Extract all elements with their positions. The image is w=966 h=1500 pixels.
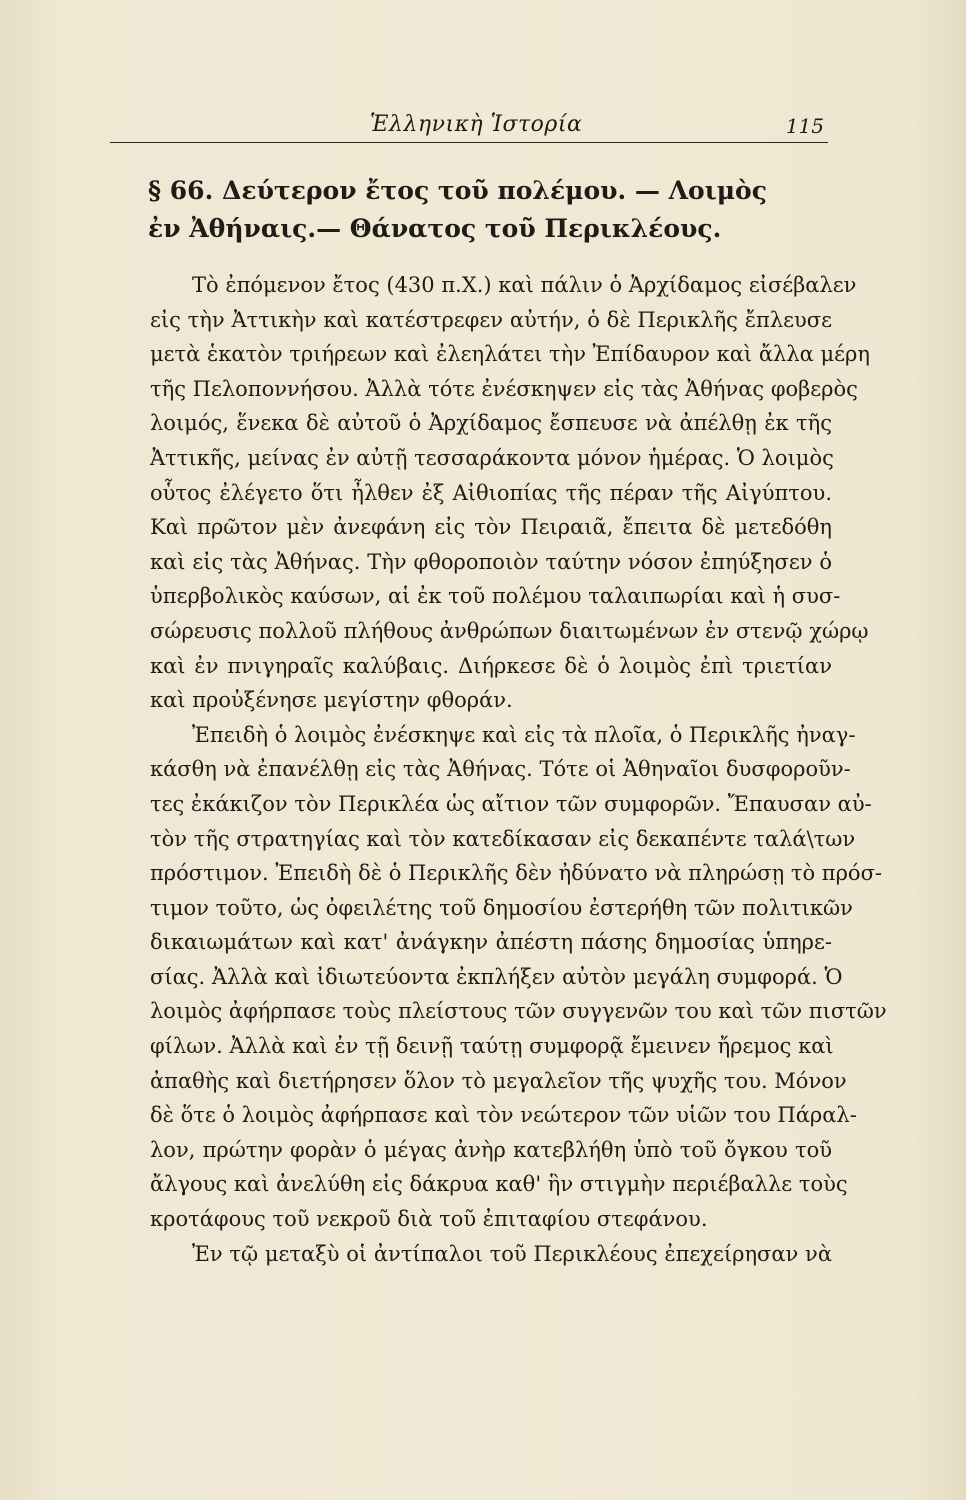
text-line: ὑπερβολικὸς καύσων, αἱ ἐκ τοῦ πολέμου ταλαιπωρίαι καὶ ἡ συσ- — [150, 584, 841, 609]
text-line: δικαιωμάτων καὶ κατ' ἀνάγκην ἀπέστη πάσης δημοσίας ὑπηρε- — [150, 930, 832, 955]
page-number: 115 — [785, 114, 824, 138]
text-line: τες ἐκάκιζον τὸν Περικλέα ὡς αἴτιον τῶν συμφορῶν. Ἔπαυσαν αὐ- — [150, 791, 872, 816]
section-heading — [148, 172, 838, 248]
paragraph — [110, 718, 887, 1237]
text-line: τιμον τοῦτο, ὡς ὀφειλέτης τοῦ δημοσίου ἐστερήθη τῶν πολιτικῶν — [150, 895, 853, 920]
text-line: λοιμός, ἕνεκα δὲ αὐτοῦ ὁ Ἀρχίδαμος ἔσπευσε νὰ ἀπέλθῃ ἐκ τῆς — [150, 411, 832, 436]
text-line: τῆς Πελοποννήσου. Ἀλλὰ τότε ἐνέσκηψεν εἰς τὰς Ἀθήνας φοβερὸς — [150, 376, 858, 401]
text-line: λον, πρώτην φορὰν ὁ μέγας ἀνὴρ κατεβλήθη ὑπὸ τοῦ ὄγκου τοῦ — [150, 1137, 832, 1162]
text-line: φίλων. Ἀλλὰ καὶ ἐν τῇ δεινῇ ταύτῃ συμφορᾷ ἔμεινεν ἤρεμος καὶ — [150, 1034, 834, 1059]
section-heading-line: § 66. Δεύτερον ἔτος τοῦ πολέμου. — Λοιμὸς — [148, 176, 767, 205]
text-line: τὸν τῆς στρατηγίας καὶ τὸν κατεδίκασαν εἰς δεκαπέντε ταλά\των — [150, 826, 856, 851]
text-line: σίας. Ἀλλὰ καὶ ἰδιωτεύοντα ἐκπλήξεν αὐτὸν μεγάλη συμφορά. Ὁ — [150, 964, 843, 989]
section-heading-line: ἐν Ἀθήναις.— Θάνατος τοῦ Περικλέους. — [148, 214, 722, 243]
text-line: καὶ ἐν πνιγηραῖς καλύβαις. Διήρκεσε δὲ ὁ λοιμὸς ἐπὶ τριετίαν — [150, 653, 832, 678]
page-header — [110, 112, 828, 143]
text-line: Καὶ πρῶτον μὲν ἀνεφάνη εἰς τὸν Πειραιᾶ, ἔπειτα δὲ μετεδόθη — [150, 515, 832, 540]
text-line: καὶ προὐξένησε μεγίστην φθοράν. — [150, 688, 513, 713]
text-line: πρόστιμον. Ἐπειδὴ δὲ ὁ Περικλῆς δὲν ἠδύνατο νὰ πληρώσῃ τὸ πρόσ- — [150, 861, 883, 886]
text-line: Ἐπειδὴ ὁ λοιμὸς ἐνέσκηψε καὶ εἰς τὰ πλοῖα, ὁ Περικλῆς ἠναγ- — [192, 722, 856, 747]
paragraph — [110, 268, 870, 718]
text-line: ἀπαθὴς καὶ διετήρησεν ὅλον τὸ μεγαλεῖον τῆς ψυχῆς του. Μόνον — [150, 1068, 847, 1093]
text-line: μετὰ ἑκατὸν τριήρεων καὶ ἐλεηλάτει τὴν Ἐπίδαυρον καὶ ἄλλα μέρη — [150, 342, 870, 367]
running-title: Ἑλληνικὴ Ἱστορία — [370, 112, 583, 137]
text-line: Ἐν τῷ μεταξὺ οἱ ἀντίπαλοι τοῦ Περικλέους ἐπεχείρησαν νὰ — [192, 1241, 832, 1266]
text-line: σώρευσις πολλοῦ πλήθους ἀνθρώπων διαιτωμένων ἐν στενῷ χώρῳ — [150, 618, 869, 643]
body-text — [110, 268, 887, 1271]
text-line: καὶ εἰς τὰς Ἀθήνας. Τὴν φθοροποιὸν ταύτην νόσον ἐπηύξησεν ὁ — [150, 549, 832, 574]
text-line: οὗτος ἐλέγετο ὅτι ἦλθεν ἐξ Αἰθιοπίας τῆς πέραν τῆς Αἰγύπτου. — [150, 480, 832, 505]
text-line: Ἀττικῆς, μείνας ἐν αὐτῇ τεσσαράκοντα μόνον ἡμέρας. Ὁ λοιμὸς — [150, 445, 834, 470]
text-line: κάσθη νὰ ἐπανέλθῃ εἰς τὰς Ἀθήνας. Τότε οἱ Ἀθηναῖοι δυσφοροῦν- — [150, 757, 851, 782]
text-line: δὲ ὅτε ὁ λοιμὸς ἀφήρπασε καὶ τὸν νεώτερον τῶν υἱῶν του Πάραλ- — [150, 1103, 857, 1128]
text-line: κροτάφους τοῦ νεκροῦ διὰ τοῦ ἐπιταφίου στεφάνου. — [150, 1207, 708, 1232]
text-line: εἰς τὴν Ἀττικὴν καὶ κατέστρεφεν αὐτήν, ὁ δὲ Περικλῆς ἔπλευσε — [150, 307, 832, 332]
text-line: Τὸ ἐπόμενον ἔτος (430 π.Χ.) καὶ πάλιν ὁ Ἀρχίδαμος εἰσέβαλεν — [192, 273, 857, 297]
paragraph — [110, 1237, 832, 1272]
text-line: ἄλγους καὶ ἀνελύθη εἰς δάκρυα καθ' ἣν στιγμὴν περιέβαλλε τοὺς — [150, 1172, 848, 1197]
text-line: λοιμὸς ἀφήρπασε τοὺς πλείστους τῶν συγγενῶν του καὶ τῶν πιστῶν — [150, 999, 887, 1024]
